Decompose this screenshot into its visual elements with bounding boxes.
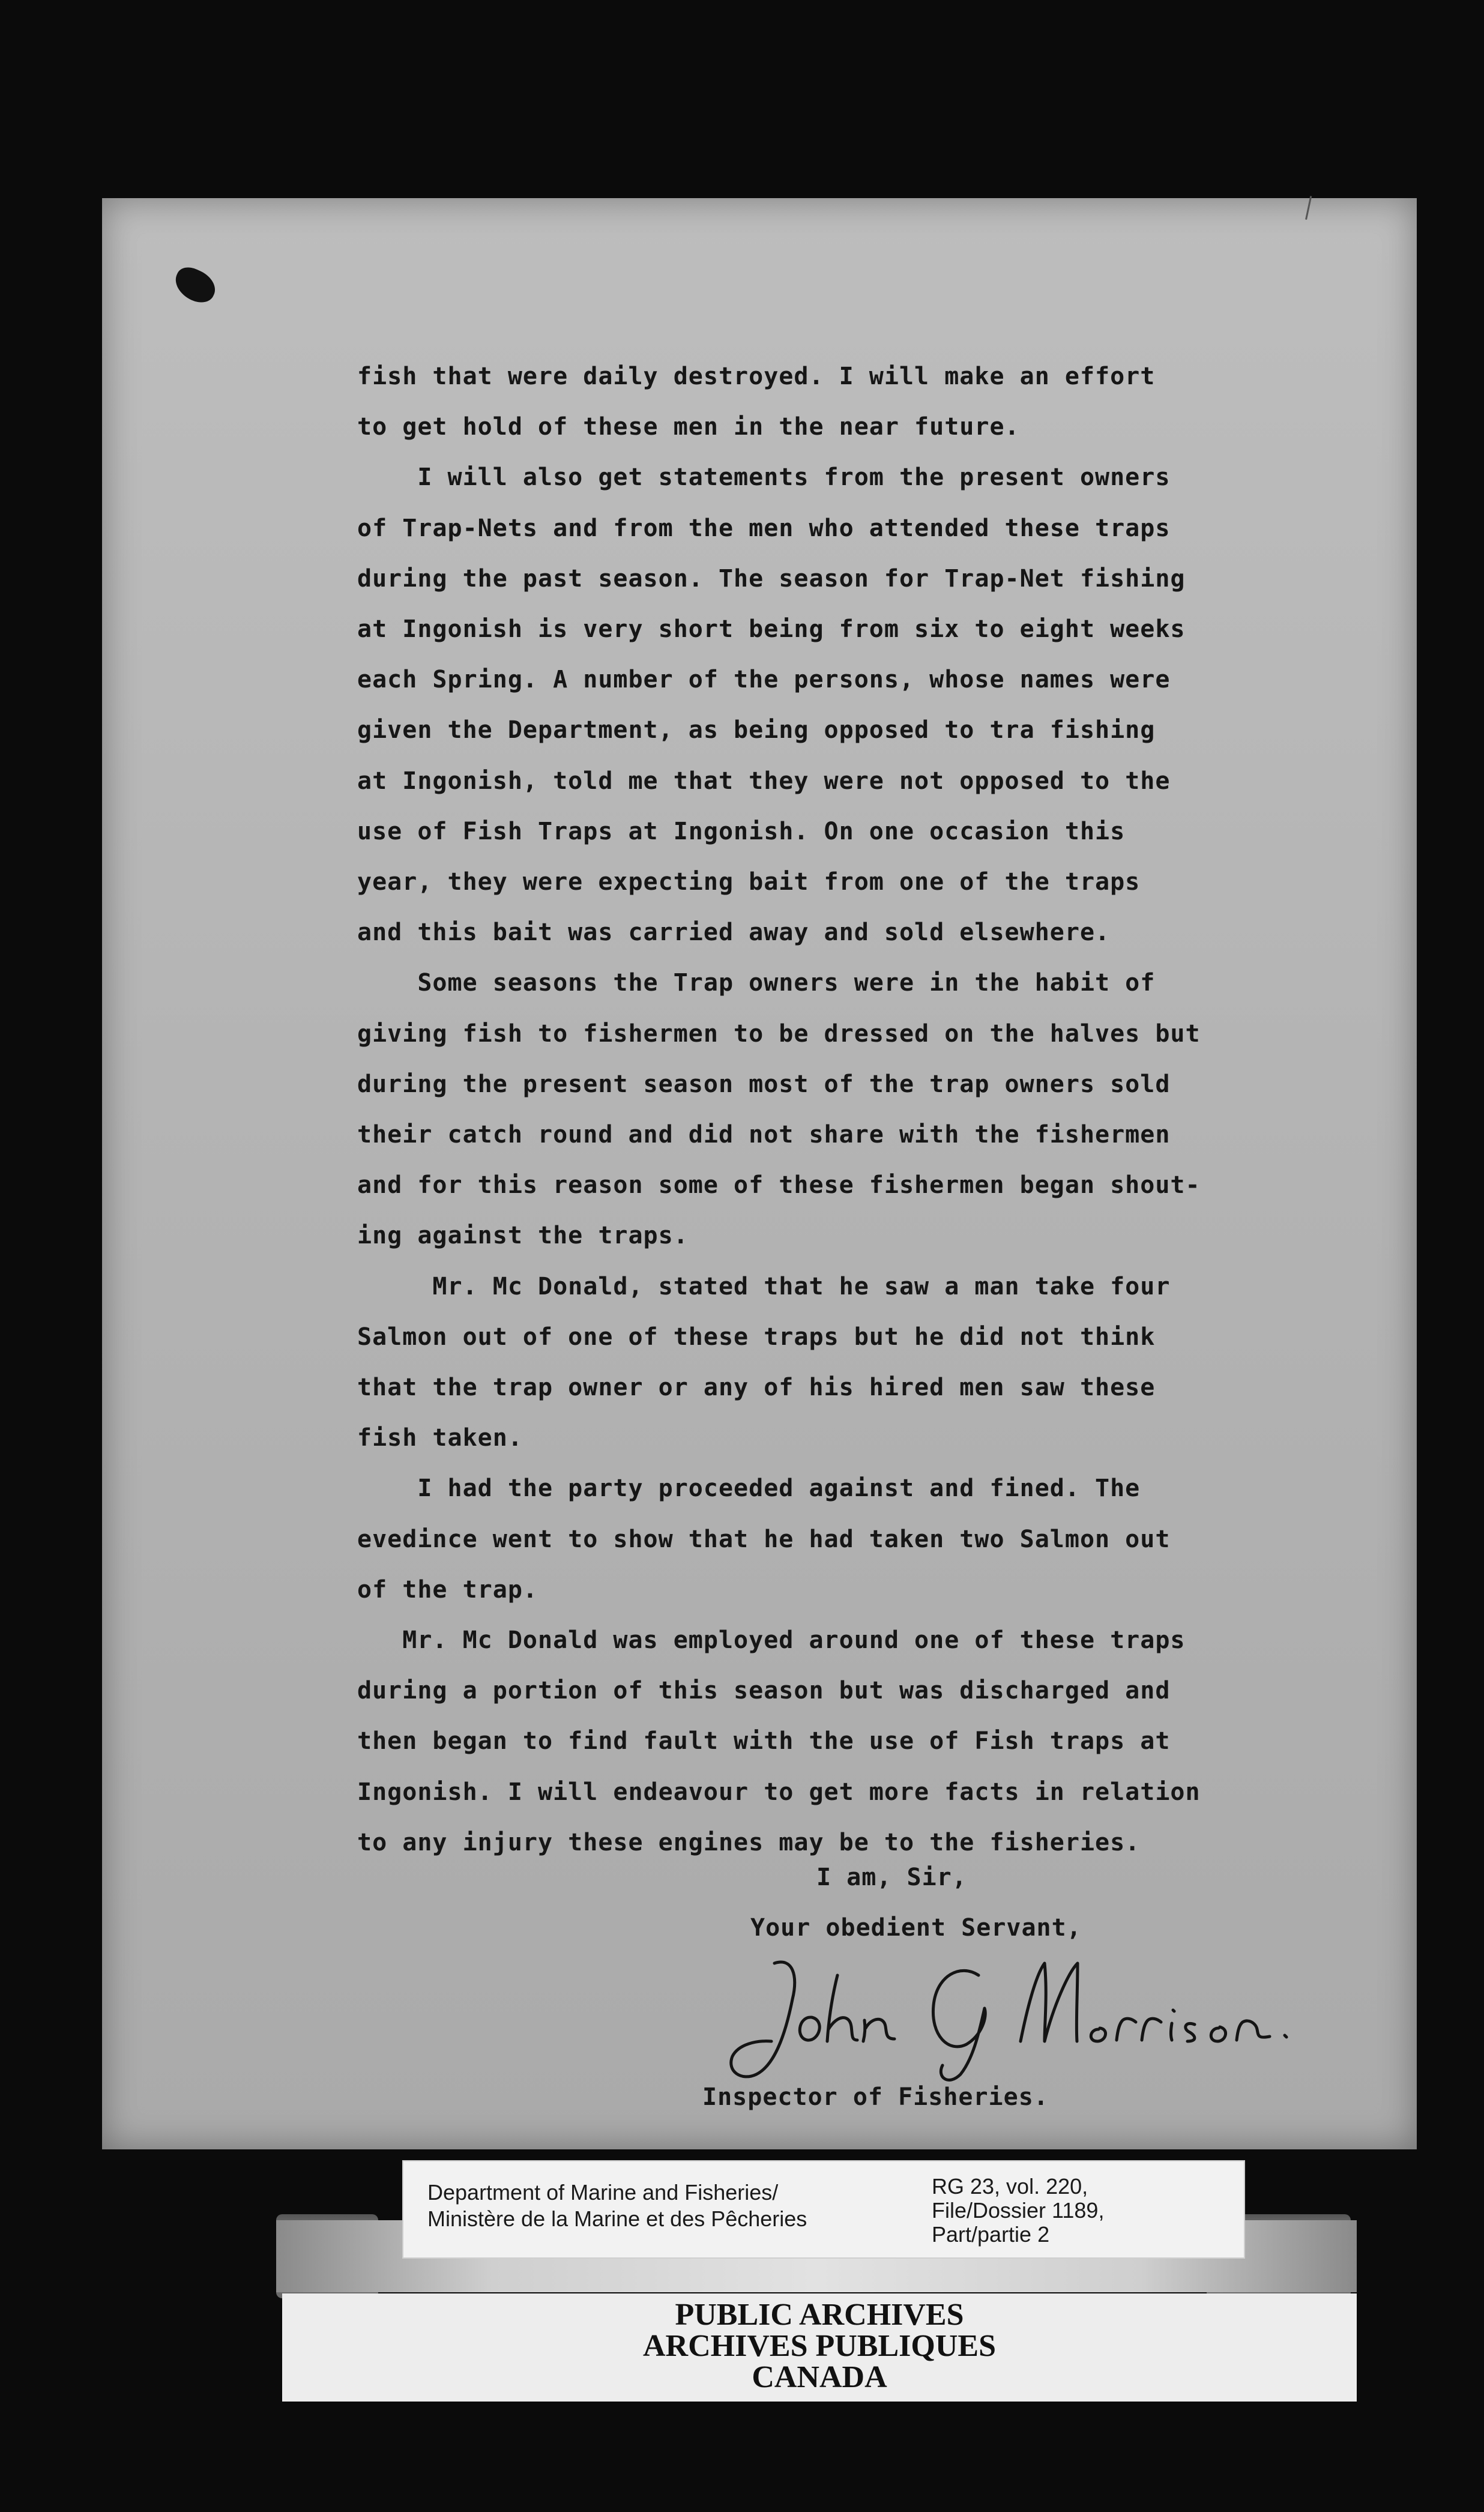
closing-salutation: I am, Sir,: [816, 1864, 967, 1891]
letter-line: giving fish to fishermen to be dressed on the halves but: [357, 1019, 1201, 1048]
archive-stamp-line-2: ARCHIVES PUBLIQUES: [642, 2329, 997, 2363]
letter-line: Ingonish. I will endeavour to get more facts in relation: [357, 1778, 1201, 1806]
letter-body: [357, 351, 1246, 1868]
department-fr: Ministère de la Marine et des Pêcheries: [427, 2206, 807, 2231]
letter-line: each Spring. A number of the persons, whose names were: [357, 666, 1171, 694]
letter-line: Salmon out of one of these traps but he did not think: [357, 1323, 1156, 1351]
letter-line: that the trap owner or any of his hired men saw these: [357, 1374, 1156, 1402]
letter-line: given the Department, as being opposed to tra fishing: [357, 716, 1156, 744]
letter-line: at Ingonish is very short being from six to eight weeks: [357, 615, 1186, 644]
letter-line: and for this reason some of these fishermen began shout-: [357, 1171, 1201, 1200]
letter-line: and this bait was carried away and sold elsewhere.: [357, 919, 1111, 947]
letter-line: I will also get statements from the present owners: [357, 463, 1171, 492]
letter-line: ing against the traps.: [357, 1222, 689, 1250]
letter-line: evedince went to show that he had taken two Salmon out: [357, 1525, 1171, 1553]
letter-line: Some seasons the Trap owners were in the habit of: [357, 969, 1156, 997]
letter-line: to get hold of these men in the near future.: [357, 413, 1020, 441]
closing-servant: Your obedient Servant,: [750, 1914, 1082, 1942]
handwritten-signature: [708, 1939, 1333, 2083]
letter-closing: [750, 1852, 1082, 1953]
letter-line: year, they were expecting bait from one of the traps: [357, 868, 1141, 896]
archive-stamp: [282, 2293, 1357, 2402]
letter-line: use of Fish Traps at Ingonish. On one occasion this: [357, 817, 1126, 845]
letter-line: during a portion of this season but was discharged and: [357, 1677, 1171, 1705]
letter-line: their catch round and did not share with the fishermen: [357, 1121, 1171, 1149]
archive-label: [402, 2160, 1245, 2259]
letter-line: Mr. Mc Donald was employed around one of these traps: [357, 1626, 1186, 1655]
letter-line: of Trap-Nets and from the men who attended these traps: [357, 514, 1171, 542]
reference-part: Part/partie 2: [932, 2222, 1050, 2247]
letter-line: of the trap.: [357, 1575, 538, 1604]
reference-file: File/Dossier 1189,: [932, 2198, 1105, 2223]
letter-line: at Ingonish, told me that they were not opposed to the: [357, 767, 1171, 795]
department-en: Department of Marine and Fisheries/: [427, 2180, 779, 2205]
archive-reference: [932, 2175, 1104, 2247]
archive-department: [427, 2179, 807, 2232]
archive-stamp-line-3: CANADA: [752, 2360, 887, 2394]
archive-stamp-text: [282, 2299, 1357, 2393]
signatory-title: Inspector of Fisheries.: [702, 2083, 1049, 2111]
letter-line: to any injury these engines may be to the fisheries.: [357, 1828, 1141, 1856]
letter-line: fish taken.: [357, 1424, 523, 1452]
letter-line: then began to find fault with the use of Fish traps at: [357, 1727, 1171, 1756]
letter-line: Mr. Mc Donald, stated that he saw a man take four: [357, 1272, 1171, 1300]
letter-line: I had the party proceeded against and fined. The: [357, 1475, 1141, 1503]
letter-line: during the past season. The season for Trap-Net fishing: [357, 564, 1186, 593]
letter-line: during the present season most of the trap owners sold: [357, 1070, 1171, 1098]
letter-line: fish that were daily destroyed. I will make an effort: [357, 363, 1156, 390]
archive-stamp-line-1: PUBLIC ARCHIVES: [675, 2298, 964, 2332]
reference-rg: RG 23, vol. 220,: [932, 2174, 1088, 2199]
